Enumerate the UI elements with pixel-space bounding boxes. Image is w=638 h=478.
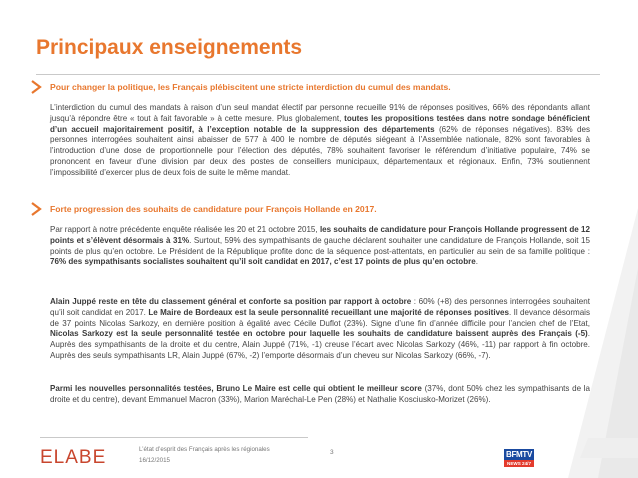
section-heading-cumul: Pour changer la politique, les Français plébiscitent une stricte interdiction du cumul des mandats. [50, 82, 451, 92]
paragraph-cumul: L’interdiction du cumul des mandats à raison d’un seul mandat électif par personne recueille 91% de réponses positives, 66% des répondants allant jusqu’à répondre être « tout à fait favorable » à cette mesure. Plus globalement, toutes les propositions testées dans notre sondage bénéficient d’un accueil majoritairement positif, à l’exception notable de la suppression des départements (62% de réponses négatives). 83% des personnes interrogées souhaitent ainsi abaisser de 577 à 400 le nombre de députés siégeant à l’Assemblée nationale, 82% sont favorables à l’introduction d’une dose de proportionnelle pour l’élection des députés, 78% souhaitent favoriser le référendum d’initiative populaire, 74% se prononcent en faveur d’une division par deux des postes de conseillers municipaux, départementaux et régionaux. Enfin, 73% soutiennent l’impossibilité d’exercer plus de deux fois de suite le même mandat. [50, 103, 590, 177]
page-number: 3 [330, 449, 334, 456]
paragraph-new-personalities: Parmi les nouvelles personnalités testées, Bruno Le Maire est celle qui obtient le meilleur score (37%, dont 50% chez les sympathisants de la droite et du centre), devant Emmanuel Macron (33%), Marion Maréchal-Le Pen (28%) et Nathalie Kosciusko-Morizet (26%). [50, 384, 590, 404]
section-heading-hollande: Forte progression des souhaits de candidature pour François Hollande en 2017. [50, 204, 377, 214]
elabe-logo [40, 446, 112, 466]
footer-divider [40, 437, 308, 438]
page-title: Principaux enseignements [36, 36, 303, 59]
logo-text: ELABE [40, 447, 107, 466]
chevron-right-icon [30, 80, 42, 94]
footer-date: 16/12/2015 [139, 457, 170, 464]
bfmtv-logo-top: BFMTV [505, 450, 533, 459]
bfmtv-logo [504, 449, 534, 467]
title-divider [36, 74, 600, 75]
paragraph-hollande: Par rapport à notre précédente enquête réalisée les 20 et 21 octobre 2015, les souhaits de candidature pour François Hollande progressent de 12 points et s’élèvent désormais à 31%. Surtout, 59% des sympathisants de gauche déclarent souhaiter une candidature de François Hollande, soit 15 points de plus qu’en octobre. Le Président de la République profite donc de la séquence post-attentats, en particulier au sein de sa famille politique : 76% des sympathisants socialistes souhaitent qu’il soit candidat en 2017, c’est 17 points de plus qu’en octobre. [50, 225, 591, 267]
footer-study-title: L’état d’esprit des Français après les régionales [139, 446, 270, 453]
chevron-right-icon [30, 202, 42, 216]
paragraph-juppe: Alain Juppé reste en tête du classement général et conforte sa position par rapport à octobre : 60% (+8) des personnes interrogées souhaitent qu’il soit candidat en 2017. Le Maire de Bordeaux est la seule personnalité recueillant une majorité de réponses positives. Il devance désormais de 37 points Nicolas Sarkozy, en dernière position à égalité avec Cécile Duflot (23%). Signe d’une fin d’année difficile pour l’ancien chef de l’Etat, Nicolas Sarkozy est la seule personnalité testée en octobre pour laquelle les souhaits de candidature baissent auprès des Français (-5). Auprès des sympathisants de la droite et du centre, Alain Juppé (71%, -1) creuse l’écart avec Nicolas Sarkozy (46%, -11) par rapport à fin octobre. Auprès des seuls sympathisants LR, Alain Juppé (67%, -2) l’emporte désormais d’un cheveu sur Nicolas Sarkozy (66%, -7). [50, 297, 590, 360]
bfmtv-logo-bottom: NEWS 24/7 [504, 460, 534, 467]
